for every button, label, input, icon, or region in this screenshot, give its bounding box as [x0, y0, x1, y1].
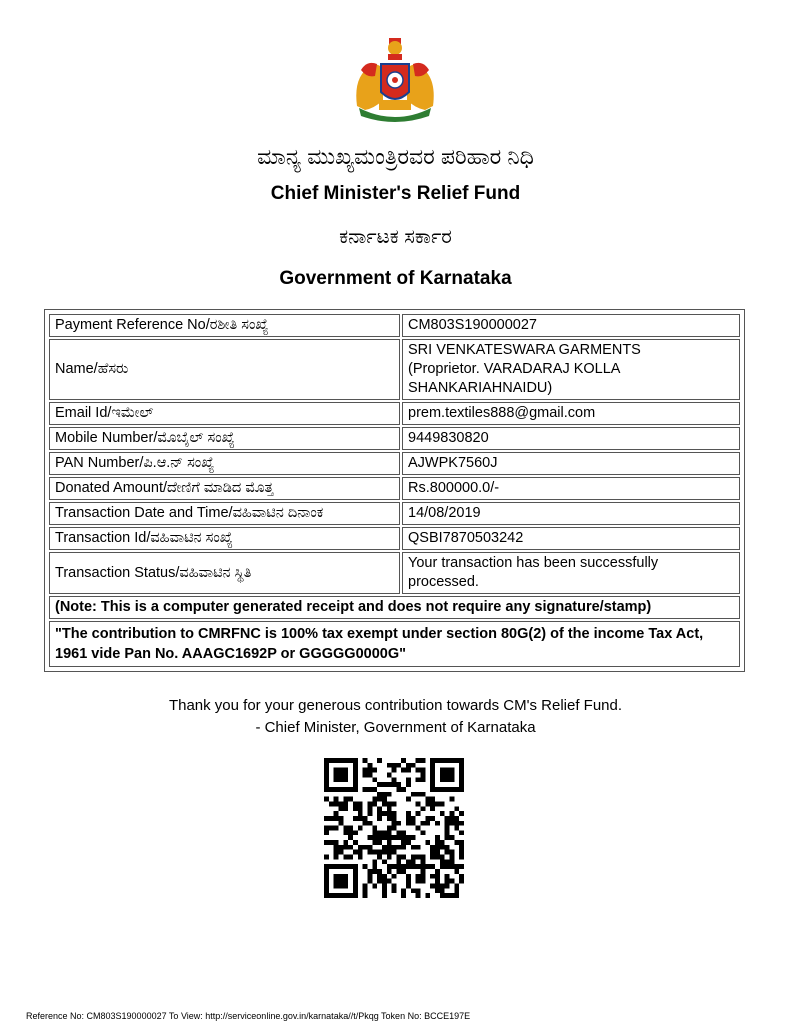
name-value	[402, 339, 740, 400]
transaction-id-label: Transaction Id/ವಹಿವಾಟಿನ ಸಂಖ್ಯೆ	[49, 527, 400, 550]
table-row	[49, 452, 740, 475]
table-row	[49, 621, 740, 667]
table-row	[49, 502, 740, 525]
computer-generated-note: (Note: This is a computer generated receipt and does not require any signature/stamp)	[49, 596, 740, 619]
table-row	[49, 314, 740, 337]
transaction-status-value	[402, 552, 740, 594]
title-english: Chief Minister's Relief Fund	[270, 183, 521, 204]
transaction-date-value: 14/08/2019	[402, 502, 740, 525]
signature-line: - Chief Minister, Government of Karnataka	[255, 719, 536, 736]
transaction-id-value: QSBI7870503242	[402, 527, 740, 550]
payment-reference-value: CM803S190000027	[402, 314, 740, 337]
email-label: Email Id/ಇಮೇಲ್	[49, 402, 400, 425]
pan-label: PAN Number/ಪಿ.ಆ.ನ್ ಸಂಖ್ಯೆ	[49, 452, 400, 475]
thanks-message: Thank you for your generous contribution towards CM's Relief Fund.	[168, 697, 623, 714]
government-kannada: ಕರ್ನಾಟಕ ಸರ್ಕಾರ	[339, 226, 452, 248]
status-line: Your transaction has been successfully	[408, 555, 659, 571]
mobile-value: 9449830820	[402, 427, 740, 450]
mobile-label: Mobile Number/ಮೊಬೈಲ್ ಸಂಖ್ಯೆ	[49, 427, 400, 450]
table-row	[49, 427, 740, 450]
table-row	[49, 552, 740, 594]
transaction-status-label: Transaction Status/ವಹಿವಾಟಿನ ಸ್ಥಿತಿ	[49, 552, 400, 594]
pan-value: AJWPK7560J	[402, 452, 740, 475]
email-value: prem.textiles888@gmail.com	[402, 402, 740, 425]
name-value-line: SRI VENKATESWARA GARMENTS	[408, 342, 641, 358]
payment-reference-label: Payment Reference No/ರಶೀತಿ ಸಂಖ್ಯೆ	[49, 314, 400, 337]
name-value-line: (Proprietor. VARADARAJ KOLLA	[408, 361, 621, 377]
table-row	[49, 596, 740, 619]
table-row	[49, 402, 740, 425]
footer-reference: Reference No: CM803S190000027 To View: http://serviceonline.gov.in/karnataka//t/Pkqg Token No: BCCE197E	[26, 1011, 471, 1021]
government-english: Government of Karnataka	[279, 268, 512, 289]
name-label: Name/ಹೆಸರು	[49, 339, 400, 400]
table-row	[49, 339, 740, 400]
amount-label: Donated Amount/ದೇಣಿಗೆ ಮಾಡಿದ ಮೊತ್ತ	[49, 477, 400, 500]
qr-code-icon	[324, 758, 464, 898]
name-value-line: SHANKARIAHNAIDU)	[408, 380, 553, 396]
karnataka-emblem-icon	[345, 36, 445, 122]
amount-value: Rs.800000.0/-	[402, 477, 740, 500]
status-line: processed.	[408, 574, 479, 590]
title-kannada: ಮಾನ್ಯ ಮುಖ್ಯಮಂತ್ರಿರವರ ಪರಿಹಾರ ನಿಧಿ	[257, 144, 534, 169]
tax-exempt-note: "The contribution to CMRFNC is 100% tax exempt under section 80G(2) of the income Tax Act, 1961 vide Pan No. AAAGC1692P or GGGGG0000G"	[49, 621, 740, 667]
table-row	[49, 527, 740, 550]
table-row	[49, 477, 740, 500]
receipt-table	[44, 309, 745, 672]
transaction-date-label: Transaction Date and Time/ವಹಿವಾಟಿನ ದಿನಾಂಕ	[49, 502, 400, 525]
